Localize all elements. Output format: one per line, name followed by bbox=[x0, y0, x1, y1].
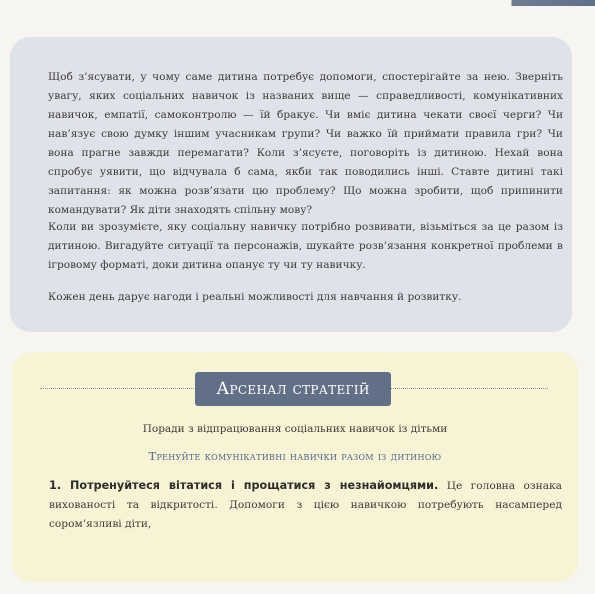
strategies-subtitle: Поради з відпрацювання соціальних навичок із дітьми bbox=[142, 423, 448, 435]
strategies-box bbox=[12, 352, 578, 582]
strategy-item-1-title: Потренуйтеся вітатися і прощатися з незнайомцями. bbox=[70, 479, 439, 492]
strategies-banner: Арсенал стратегій bbox=[195, 372, 391, 406]
info-paragraph-1: Щоб з’ясувати, у чому саме дитина потребує допомоги, спостерігайте за нею. Зверніть увагу, яких соціальних навичок із названих вище — справедливості, комунікативних навичок, емпатії, самоконтролю — їй бракує. Чи вміє дитина чекати своєї черги? Чи нав’язує свою думку іншим учасникам групи? Чи важко їй приймати правила гри? Чи вона прагне завжди перемагати? Коли з’ясуєте, поговоріть із дитиною. Нехай вона спробує уявити, що відчувала б сама, якби так поводились інші. Ставте дитині такі запитання: як можна розв’язати цю проблему? Що можна зробити, щоб припинити командувати? Як діти знаходять спільну мову? bbox=[48, 71, 563, 216]
top-edge-strip bbox=[0, 0, 595, 6]
strategy-item-1 bbox=[49, 476, 562, 534]
info-paragraph-2: Коли ви зрозумієте, яку соціальну навичку потрібно розвивати, візьміться за це разом із дитиною. Вигадуйте ситуації та персонажів, шукайте розв’язання конкретної проблеми в ігровому форматі, доки дитина опанує ту чи ту навичку. bbox=[48, 221, 563, 271]
strategy-item-1-text: Це головна ознака вихованості та відкритості. Допомоги з цією навичкою потребують насамперед сором’язливі діти, bbox=[49, 480, 562, 530]
strategy-item-1-number: 1. bbox=[49, 479, 62, 492]
info-box bbox=[10, 37, 572, 332]
strategy-item-1-lead bbox=[49, 479, 438, 492]
info-paragraph-3: Кожен день дарує нагоди і реальні можливості для навчання й розвитку. bbox=[48, 291, 462, 303]
section-heading: Тренуйте комунікативні навички разом із дитиною bbox=[148, 449, 442, 463]
